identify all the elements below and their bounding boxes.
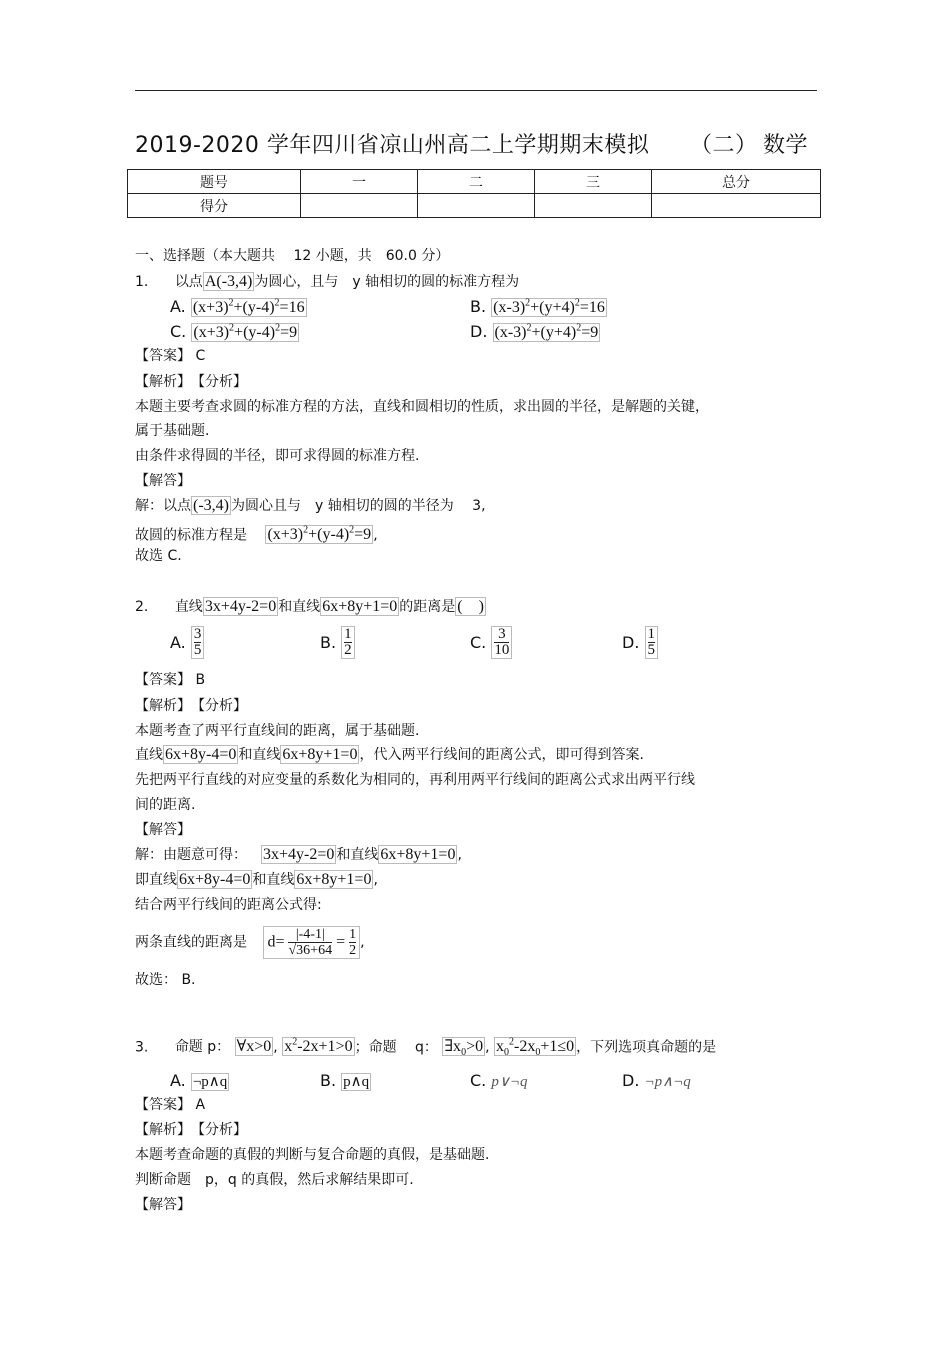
- option-d[interactable]: [470, 322, 600, 342]
- stem-text: 为圆心，且与 y 轴相切的圆的标准方程为: [254, 274, 520, 290]
- formula: 6x+8y+1=0: [380, 846, 456, 863]
- option-label: D.: [622, 633, 640, 652]
- header-rule: [135, 90, 817, 91]
- option-c[interactable]: [470, 626, 512, 659]
- question-number: 2.: [135, 599, 149, 615]
- score-header-cell: 三: [535, 170, 652, 194]
- score-table: [127, 169, 821, 218]
- option-label: C.: [470, 633, 487, 652]
- option-label: C.: [470, 1071, 487, 1090]
- option-a[interactable]: [170, 297, 307, 317]
- formula: 6x+8y+1=0: [322, 598, 398, 615]
- option-d[interactable]: [622, 1071, 691, 1091]
- formula: 3x+4y-2=0: [204, 598, 277, 615]
- formula: p∨¬q: [491, 1074, 528, 1090]
- analysis-text: 由条件求得圆的半径，即可求得圆的标准方程.: [135, 448, 420, 464]
- solution-text: 两条直线的距离是 d= $\frac{|-4-1|}{√36+64}$ = $\frac{1}{2}$ ,: [135, 927, 365, 958]
- answer: 【答案】 C: [135, 348, 206, 364]
- formula: $(x+3)^2+(y-4)^2=9$: [193, 322, 298, 341]
- analysis-text: 本题考查了两平行直线间的距离，属于基础题.: [135, 723, 420, 739]
- choice-conclusion: 故选： B.: [135, 972, 196, 988]
- analysis-text: 直线 6x+8y-4=0 和直线 6x+8y+1=0 ，代入两平行线间的距离公式，即可得到答案.: [135, 746, 644, 763]
- solution-heading: 【解答】: [135, 822, 191, 838]
- option-label: C.: [170, 322, 187, 341]
- option-c[interactable]: [170, 322, 299, 342]
- fraction: $\frac{1}{2}$: [349, 927, 357, 958]
- formula: $\exists x_0>0$: [444, 1038, 484, 1059]
- formula: A(-3,4): [204, 273, 253, 290]
- formula: $(x+3)^2+(y-4)^2=16$: [192, 297, 305, 316]
- option-label: A.: [170, 633, 186, 652]
- question-2-stem: 2. 直线 3x+4y-2=0 和直线 6x+8y+1=0 的距离是 ( ): [135, 598, 484, 615]
- option-label: B.: [320, 1071, 337, 1090]
- score-cell[interactable]: [535, 194, 652, 218]
- stem-text: 以点: [174, 274, 203, 290]
- formula: 6x+8y-4=0: [179, 871, 251, 888]
- answer: 【答案】 B: [135, 672, 206, 688]
- formula: ¬p∧q: [192, 1074, 228, 1090]
- score-header-cell: 一: [301, 170, 418, 194]
- formula: 6x+8y+1=0: [282, 746, 358, 763]
- analysis-text: 判断命题 p，q 的真假，然后求解结果即可.: [135, 1172, 414, 1188]
- formula: 3x+4y-2=0: [263, 846, 335, 863]
- option-label: B.: [320, 633, 337, 652]
- analysis-text: 先把两平行直线的对应变量的系数化为相同的，再利用两平行线间的距离公式求出两平行线: [135, 772, 695, 788]
- analysis-text: 属于基础题.: [135, 423, 210, 439]
- formula: ∀x>0: [236, 1038, 272, 1056]
- option-d[interactable]: [622, 626, 658, 659]
- fraction: $\frac{1}{5}$: [645, 626, 659, 659]
- title-subject: 数学: [763, 133, 809, 158]
- option-b[interactable]: [320, 1071, 371, 1091]
- formula: $(x+3)^2+(y-4)^2=9$: [267, 525, 372, 544]
- fraction: $\frac{3}{10}$: [491, 626, 512, 659]
- formula: $(x-3)^2+(y+4)^2=16$: [493, 297, 605, 316]
- analysis-heading: 【解析】 【分析】: [135, 374, 247, 390]
- solution-text: 故圆的标准方程是 $(x+3)^2+(y-4)^2=9$ ,: [135, 525, 378, 544]
- solution-text: 解：由题意可得： 3x+4y-2=0 和直线 6x+8y+1=0 ,: [135, 846, 462, 863]
- answer: 【答案】 A: [135, 1097, 206, 1113]
- title-paren: （二）: [690, 133, 758, 158]
- formula: $(x-3)^2+(y+4)^2=9$: [494, 322, 599, 341]
- option-label: A.: [170, 1071, 186, 1090]
- fraction: $\frac{|-4-1|}{√36+64}$: [288, 927, 333, 958]
- answer-blank: ( ): [457, 598, 484, 615]
- score-cell[interactable]: [301, 194, 418, 218]
- distance-formula: d= $\frac{|-4-1|}{√36+64}$ = $\frac{1}{2}$: [263, 926, 360, 959]
- option-a[interactable]: [170, 1071, 229, 1091]
- question-number: 3.: [135, 1039, 149, 1056]
- analysis-text: 本题考查命题的真假的判断与复合命题的真假，是基础题.: [135, 1147, 490, 1163]
- score-header-cell: 题号: [128, 170, 301, 194]
- option-b[interactable]: [470, 297, 607, 317]
- solution-heading: 【解答】: [135, 473, 191, 489]
- section-heading: 一、选择题（本大题共 12 小题，共 60.0 分）: [135, 248, 450, 264]
- score-cell[interactable]: [652, 194, 821, 218]
- solution-heading: 【解答】: [135, 1197, 191, 1213]
- formula: (-3,4): [193, 497, 229, 514]
- analysis-text: 间的距离.: [135, 797, 196, 813]
- option-b[interactable]: [320, 626, 355, 659]
- formula: $x_0^2-2x_0+1\le 0$: [496, 1037, 575, 1059]
- solution-text: 解：以点 (-3,4) 为圆心且与 y 轴相切的圆的半径为 3,: [135, 497, 486, 514]
- score-table-header-row: [128, 170, 821, 194]
- option-label: D.: [622, 1071, 640, 1090]
- score-row-label: 得分: [128, 194, 301, 218]
- fraction: $\frac{1}{2}$: [341, 626, 355, 659]
- choice-conclusion: 故选 C.: [135, 548, 182, 564]
- score-cell[interactable]: [418, 194, 535, 218]
- fraction: $\frac{3}{5}$: [191, 626, 205, 659]
- formula: 6x+8y-4=0: [165, 746, 237, 763]
- formula: ¬p∧¬q: [644, 1074, 691, 1090]
- option-c[interactable]: [470, 1071, 527, 1091]
- analysis-heading: 【解析】 【分析】: [135, 1122, 247, 1138]
- question-3-stem: 3. 命题 p： ∀x>0 , $x^2-2x+1>0$ ；命题 q： $\exists x_0>0$ , $x_0^2-2x_0+1\le 0$ ，下列选项真命题的是: [135, 1037, 717, 1059]
- question-number: 1.: [135, 274, 149, 290]
- solution-text: 结合两平行线间的距离公式得:: [135, 897, 322, 913]
- analysis-heading: 【解析】 【分析】: [135, 698, 247, 714]
- option-label: D.: [470, 322, 488, 341]
- score-table-score-row: [128, 194, 821, 218]
- title-main: 2019-2020 学年四川省凉山州高二上学期期末模拟: [135, 133, 650, 158]
- formula: $x^2-2x+1>0$: [284, 1037, 353, 1056]
- option-label: B.: [470, 297, 487, 316]
- option-a[interactable]: [170, 626, 204, 659]
- analysis-text: 本题主要考查求圆的标准方程的方法，直线和圆相切的性质，求出圆的半径，是解题的关键，: [135, 399, 709, 415]
- option-label: A.: [170, 297, 186, 316]
- formula: p∧q: [343, 1074, 370, 1090]
- solution-text: 即直线 6x+8y-4=0 和直线 6x+8y+1=0 ,: [135, 871, 378, 888]
- score-header-cell: 总分: [652, 170, 821, 194]
- formula: 6x+8y+1=0: [296, 871, 372, 888]
- score-header-cell: 二: [418, 170, 535, 194]
- question-1-stem: [135, 272, 519, 292]
